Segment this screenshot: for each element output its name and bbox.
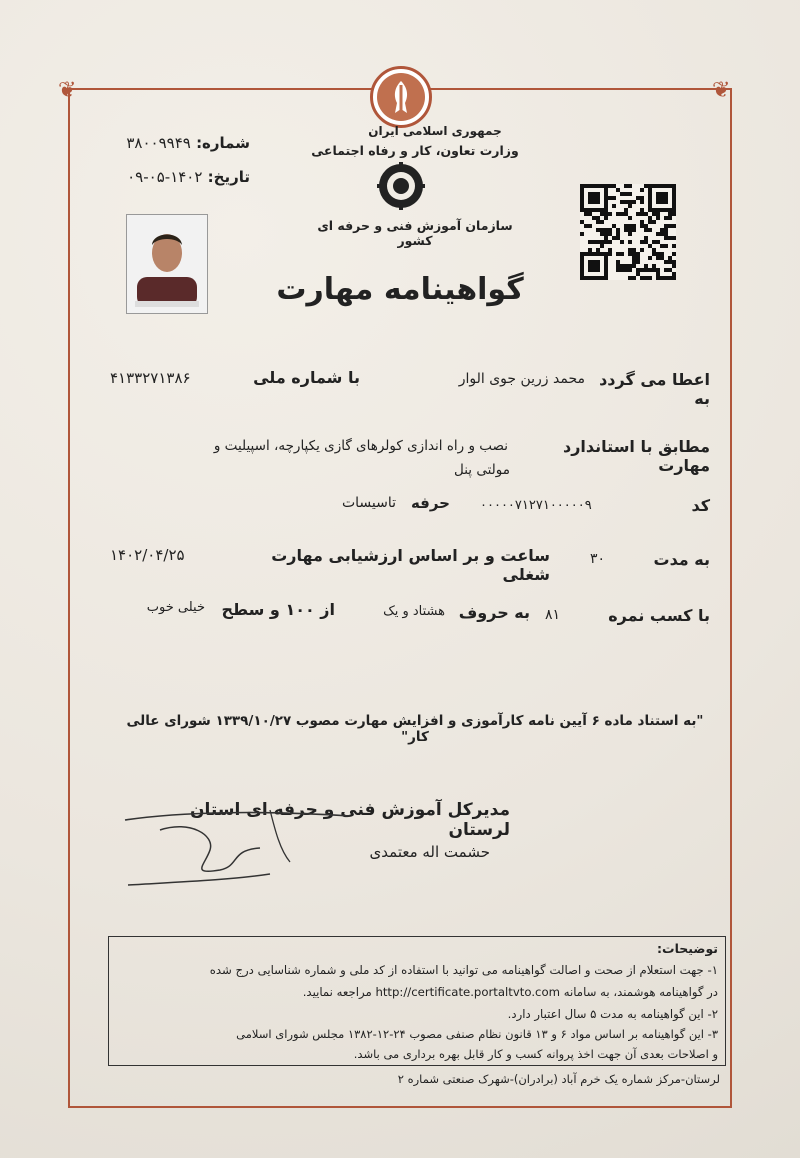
tvto-logo-icon <box>368 160 434 212</box>
qr-code <box>580 184 676 280</box>
notes-line3: ۲- این گواهینامه به مدت ۵ سال اعتبار دارد. <box>507 1007 718 1021</box>
in-words-label: به حروف <box>458 603 530 622</box>
standard-value-line1: نصب و راه اندازی کولرهای گازی یکپارچه، اسپیلیت و <box>213 438 508 454</box>
national-id-value: ۴۱۳۳۲۷۱۳۸۶ <box>110 369 191 387</box>
out-of-label: از ۱۰۰ و سطح <box>221 600 335 619</box>
notes-line1: ۱- جهت استعلام از صحت و اصالت گواهینامه می توانید با استفاده از کد ملی و شماره شناسایی درج شده <box>209 963 718 977</box>
standard-label: مطابق با استاندارد مهارت <box>563 437 710 475</box>
standard-value-line2: مولتی پنل <box>454 462 510 478</box>
notes-line4: ۳- این گواهینامه بر اساس مواد ۶ و ۱۳ قانون نظام صنفی مصوب ۲۴-۱۲-۱۳۸۲ مجلس شورای اسلامی <box>236 1027 718 1041</box>
country-name: جمهوری اسلامی ایران <box>368 124 502 138</box>
score-label: با کسب نمره <box>608 606 710 625</box>
code-value: ۰۰۰۰۰۷۱۲۷۱۰۰۰۰۰۹ <box>480 498 592 513</box>
signatory-title: مدیرکل آموزش فنی و حرفه ای استان لرستان <box>189 800 510 840</box>
notes-line2: در گواهینامه هوشمند، به سامانه http://certificate.portaltvto.com مراجعه نمایید. <box>302 985 718 999</box>
signature-mark <box>120 790 360 900</box>
certificate-title: گواهینامه مهارت <box>276 272 524 307</box>
assessment-date: ۱۴۰۲/۰۴/۲۵ <box>110 546 185 564</box>
trade-value: تاسیسات <box>341 495 396 511</box>
notes-heading: توضیحات: <box>657 941 718 956</box>
notes-line5: و اصلاحات بعدی آن جهت اخذ پروانه کسب و کار قابل بهره برداری می باشد. <box>353 1047 718 1061</box>
number-value: ۳۸۰۰۹۹۴۹ <box>126 134 191 152</box>
ministry-name: وزارت تعاون، کار و رفاه اجتماعی <box>311 143 519 158</box>
organization-name: سازمان آموزش فنی و حرفه ای کشور <box>317 218 513 248</box>
awarded-label: اعطا می گردد به <box>599 370 710 408</box>
hours-assessment-label: ساعت و بر اساس ارزشیابی مهارت شغلی <box>271 546 550 584</box>
legal-basis: "به استناد ماده ۶ آیین نامه کارآموزی و افزایش مهارت مصوب ۱۳۳۹/۱۰/۲۷ شورای عالی کار" <box>126 713 704 745</box>
code-label: کد <box>691 496 710 515</box>
trade-label: حرفه <box>410 494 450 512</box>
in-words-value: هشتاد و یک <box>383 604 445 619</box>
signatory-name: حشمت اله معتمدی <box>369 843 490 861</box>
number-label: شماره: <box>196 134 250 152</box>
corner-ornament-top-left: ❦ <box>58 78 77 103</box>
certificate-date <box>110 168 250 186</box>
iran-emblem-icon <box>370 66 432 128</box>
holder-photo <box>126 214 208 314</box>
date-label: تاریخ: <box>207 168 250 186</box>
national-id-label: با شماره ملی <box>253 368 360 387</box>
level-value: خیلی خوب <box>146 600 205 615</box>
footer-address: لرستان-مرکز شماره یک خرم آباد (برادران)-شهرک صنعتی شماره ۲ <box>397 1072 720 1086</box>
awarded-name: محمد زرین جوی الوار <box>458 371 585 387</box>
score-value: ۸۱ <box>545 607 561 623</box>
duration-value: ۳۰ <box>590 551 606 567</box>
date-value: ۱۴۰۲-۰۵-۰۹ <box>127 168 203 186</box>
certificate-number <box>110 134 250 152</box>
corner-ornament-top-right: ❦ <box>712 78 731 103</box>
duration-label: به مدت <box>653 550 710 569</box>
